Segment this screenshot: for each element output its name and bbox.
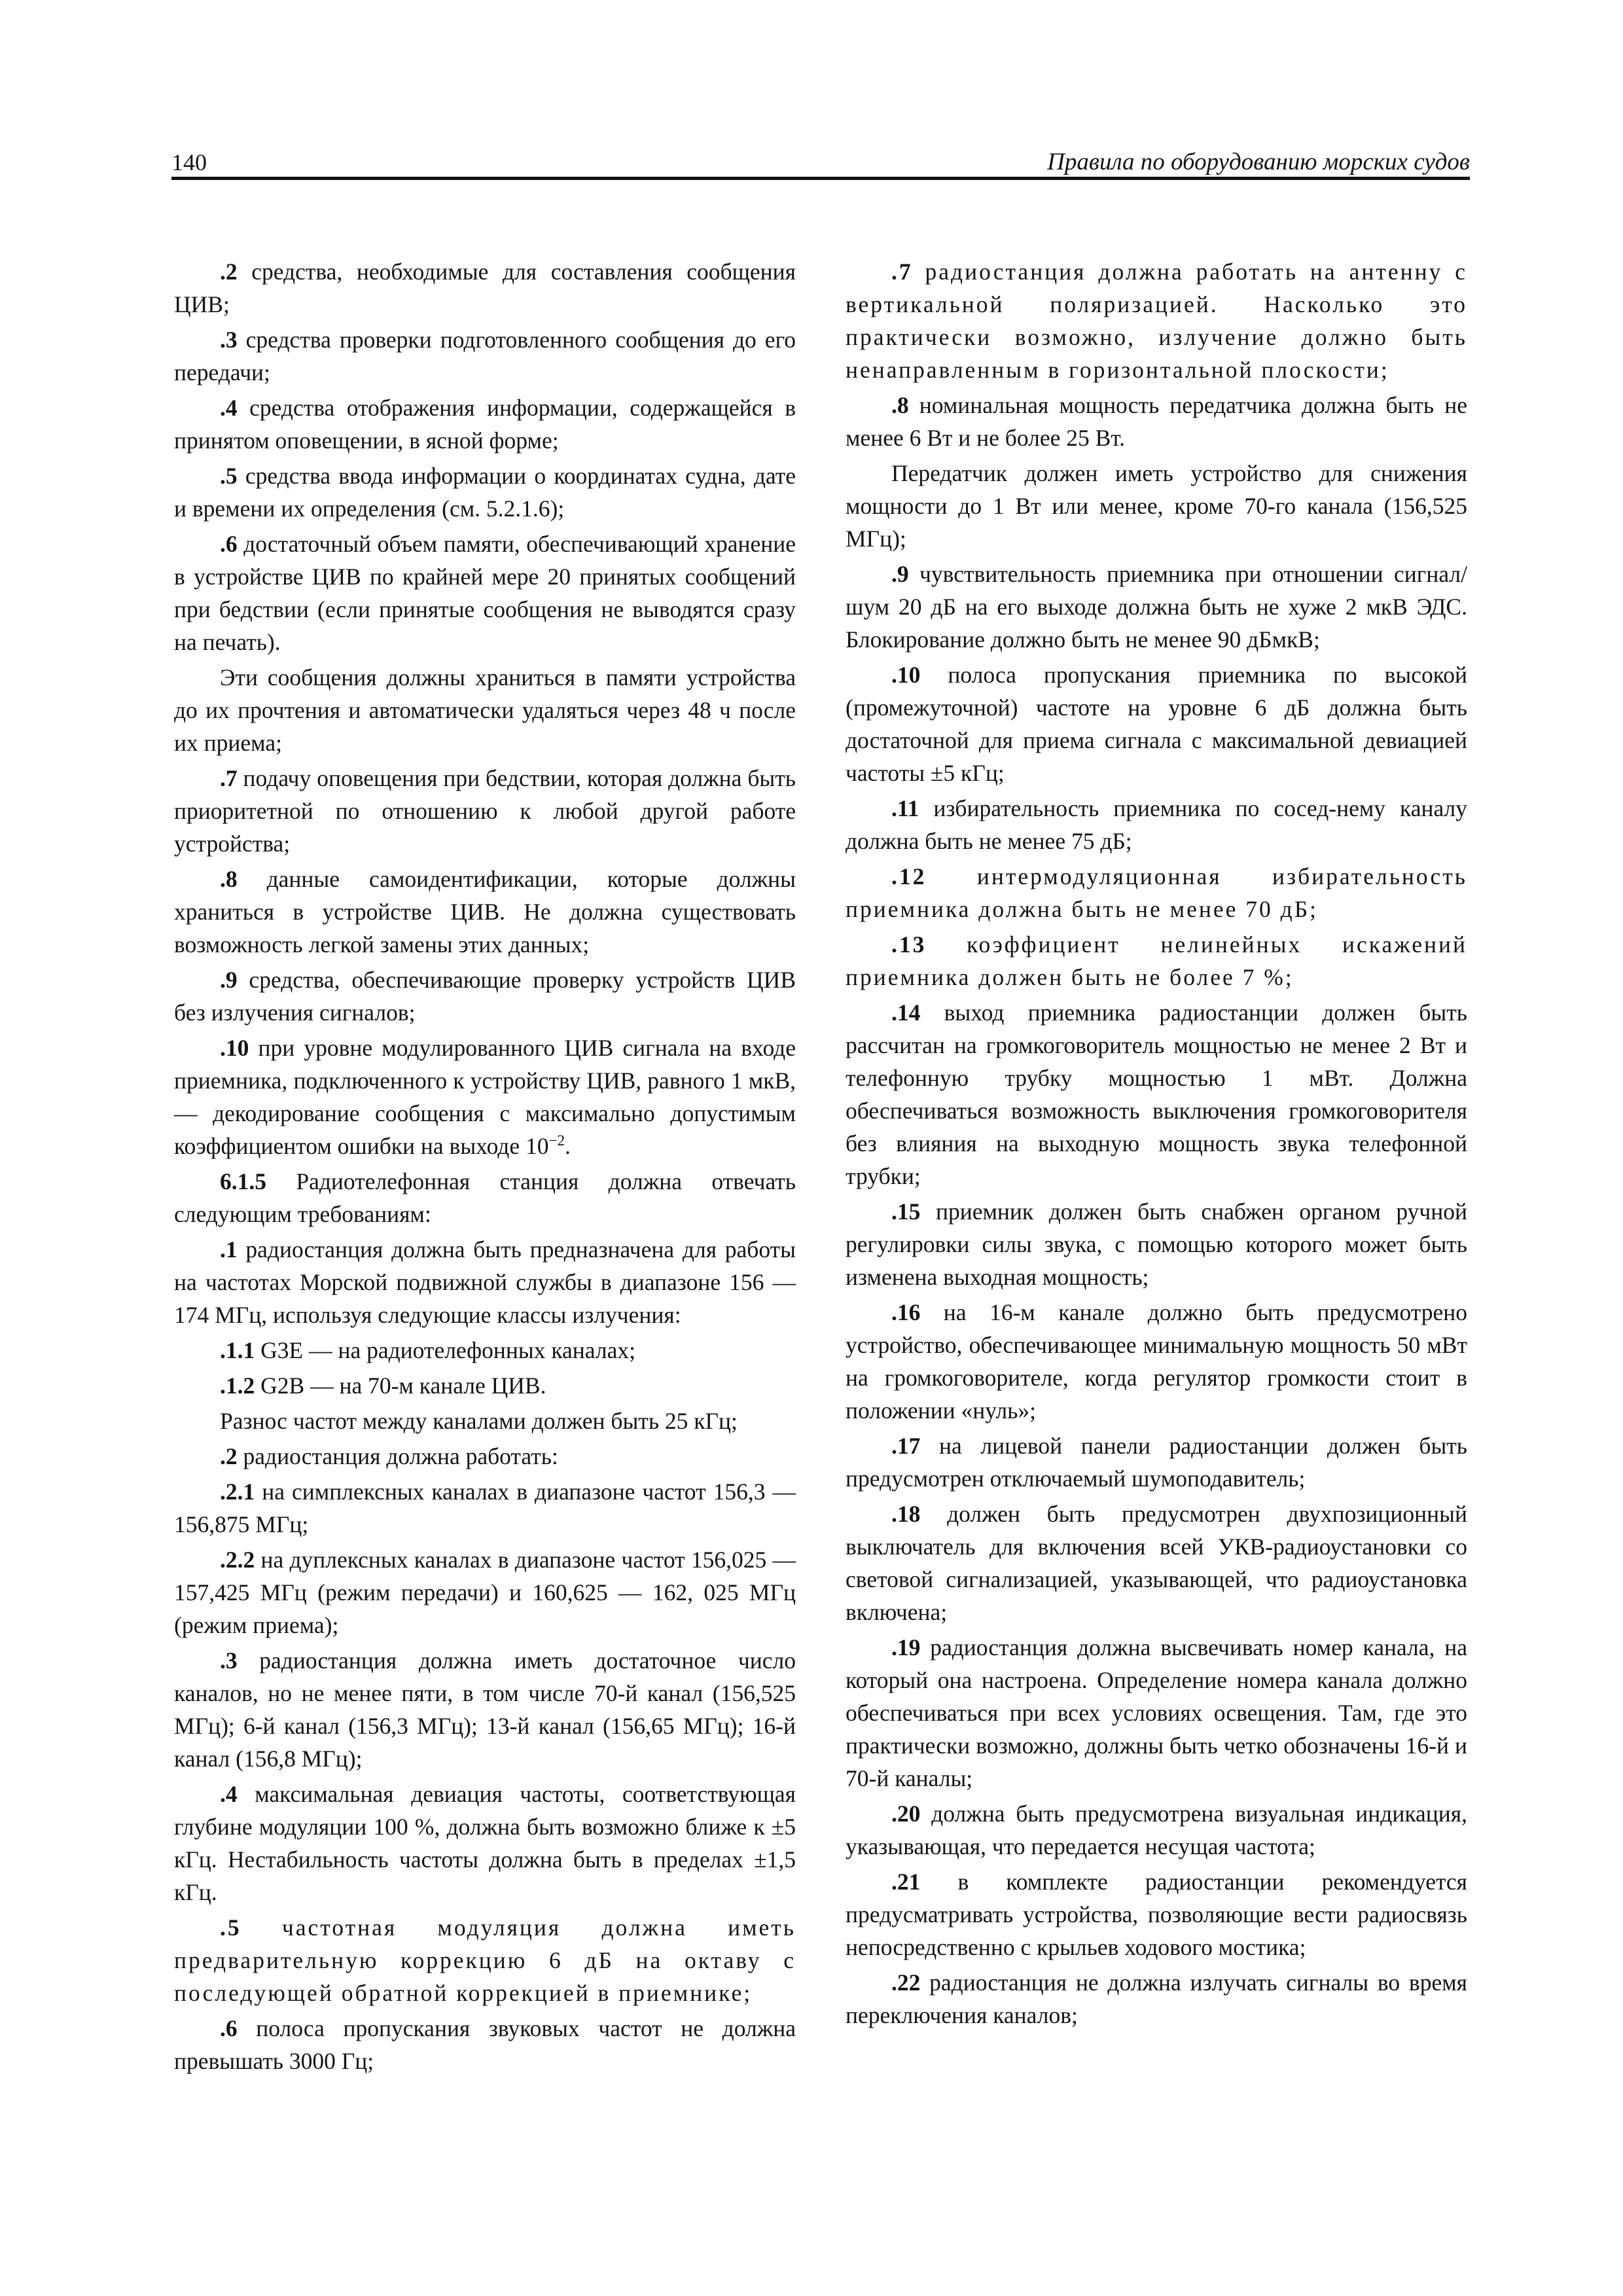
- running-title: Правила по оборудованию морских судов: [1047, 149, 1470, 175]
- item-number: .1.2: [220, 1372, 255, 1399]
- paragraph: [846, 1498, 1467, 1628]
- item-number: .22: [891, 1969, 921, 1996]
- paragraph: [846, 1195, 1467, 1293]
- page-header: [171, 145, 1470, 178]
- paragraph-text: средства, обеспечивающие проверку устройств ЦИВ без излучения сигналов;: [174, 967, 796, 1026]
- paragraph-text: радиостанция должна иметь достаточное число каналов, но не менее пяти, в том числе 70-й канал (156,525 МГц); 6-й канал (156,3 МГц); 13-й канал (156,65 МГц); 16-й канал (156,8 МГц);: [174, 1647, 796, 1772]
- paragraph-text: данные самоидентификации, которые должны храниться в устройстве ЦИВ. Не должна существовать возможность легкой замены этих данных;: [174, 866, 796, 958]
- item-number: .5: [220, 1914, 241, 1941]
- paragraph: [846, 1429, 1467, 1495]
- paragraph-text: максимальная девиация частоты, соответствующая глубине модуляции 100 %, должна быть возможно ближе к ±5 кГц. Нестабильность частоты должна быть в пределах ±1,5 кГц.: [174, 1781, 796, 1905]
- item-number: .16: [891, 1299, 921, 1325]
- item-number: .6: [220, 2015, 238, 2041]
- paragraph-text: подачу оповещения при бедствии, которая должна быть приоритетной по отношению к любой другой работе устройства;: [174, 765, 796, 857]
- exponent: −2: [548, 1132, 565, 1149]
- paragraph: [846, 389, 1467, 454]
- paragraph-text: радиостанция должна высвечивать номер канала, на который она настроена. Определение номера канала должно обеспечиваться при всех условиях освещения. Там, где это практически возможно, должны быть четко обозначены 16-й и 70-й каналы;: [846, 1634, 1467, 1791]
- item-number: .6: [220, 531, 238, 557]
- item-number: .5: [220, 463, 238, 489]
- paragraph: [174, 391, 796, 457]
- paragraph: [174, 255, 796, 321]
- paragraph: [174, 963, 796, 1029]
- paragraph: [174, 863, 796, 961]
- left-column: [174, 255, 796, 2080]
- item-number: .17: [891, 1433, 921, 1459]
- item-number: .20: [891, 1801, 921, 1827]
- item-number: .8: [891, 392, 909, 418]
- paragraph-text: G2B — на 70-м канале ЦИВ.: [255, 1372, 546, 1399]
- paragraph: [846, 255, 1467, 386]
- item-number: .19: [891, 1634, 921, 1660]
- paragraph-text: достаточный объем памяти, обеспечивающий хранение в устройстве ЦИВ по крайней мере 20 принятых сообщений при бедствии (если принятые сообщения не выводятся сразу на печать).: [174, 531, 796, 655]
- paragraph-text: на дуплексных каналах в диапазоне частот 156,025 — 157,425 МГц (режим передачи) и 160,625 — 162, 025 МГц (режим приема);: [174, 1547, 796, 1638]
- paragraph-text: средства, необходимые для составления сообщения ЦИВ;: [174, 259, 796, 317]
- item-number: .10: [891, 662, 921, 688]
- paragraph-end: .: [564, 1133, 571, 1159]
- paragraph-text: коэффициент нелинейных искажений приемника должен быть не более 7 %;: [846, 931, 1467, 990]
- paragraph: [846, 558, 1467, 656]
- paragraph-text: при уровне модулированного ЦИВ сигнала на входе приемника, подключенного к устройству ЦИВ, равного 1 мкВ, — декодирование сообщения с максимально допустимым коэффициентом ошибки на выходе 10: [174, 1035, 796, 1159]
- paragraph: [846, 1631, 1467, 1795]
- section-paragraph: [174, 1165, 796, 1230]
- paragraph: [174, 1911, 796, 2009]
- item-number: .15: [891, 1198, 921, 1225]
- paragraph-text: Радиотелефонная станция должна отвечать следующим требованиям:: [174, 1168, 796, 1227]
- paragraph: [846, 792, 1467, 857]
- item-number: .8: [220, 866, 238, 892]
- paragraph: [174, 2012, 796, 2077]
- item-number: .11: [891, 795, 919, 821]
- paragraph: [846, 860, 1467, 925]
- item-number: .2.1: [220, 1479, 255, 1505]
- item-number: .21: [891, 1869, 921, 1895]
- right-column: [846, 255, 1467, 2034]
- item-number: .1.1: [220, 1337, 255, 1363]
- section-number: 6.1.5: [220, 1168, 266, 1194]
- paragraph-text: чувствительность приемника при отношении сигнал/шум 20 дБ на его выходе должна быть не хуже 2 мкВ ЭДС. Блокирование должно быть не менее 90 дБмкВ;: [846, 561, 1467, 653]
- paragraph-text: номинальная мощность передатчика должна быть не менее 6 Вт и не более 25 Вт.: [846, 392, 1467, 451]
- paragraph-text: избирательность приемника по сосед-нему каналу должна быть не менее 75 дБ;: [846, 795, 1467, 854]
- paragraph-text: G3E — на радиотелефонных каналах;: [255, 1337, 635, 1363]
- paragraph-text: радиостанция должна быть предназначена для работы на частотах Морской подвижной службы в диапазоне 156 — 174 МГц, используя следующие классы излучения:: [174, 1236, 796, 1328]
- item-number: .1: [220, 1236, 238, 1263]
- paragraph: [174, 1543, 796, 1641]
- paragraph-text: выход приемника радиостанции должен быть рассчитан на громкоговоритель мощностью не менее 2 Вт и телефонную трубку мощностью 1 мВт. Должна обеспечиваться возможность выключения громкоговорителя без влияния на выходную мощность звука телефонной трубки;: [846, 999, 1467, 1189]
- item-number: .14: [891, 999, 921, 1026]
- paragraph-text: Передатчик должен иметь устройство для снижения мощности до 1 Вт или менее, кроме 70-го канала (156,525 МГц);: [846, 460, 1467, 552]
- paragraph-text: радиостанция не должна излучать сигналы во время переключения каналов;: [846, 1969, 1467, 2028]
- item-number: .4: [220, 395, 238, 421]
- item-number: .3: [220, 327, 238, 353]
- item-number: .9: [891, 561, 909, 587]
- header-rule: [171, 177, 1470, 180]
- paragraph: [174, 1440, 796, 1473]
- paragraph-text: на лицевой панели радиостанции должен быть предусмотрен отключаемый шумоподавитель;: [846, 1433, 1467, 1492]
- paragraph: [174, 1233, 796, 1331]
- paragraph: [174, 1475, 796, 1541]
- page-number: 140: [171, 149, 207, 175]
- paragraph: [846, 1865, 1467, 1964]
- paragraph-text: полоса пропускания звуковых частот не должна превышать 3000 Гц;: [174, 2015, 796, 2074]
- paragraph: [174, 323, 796, 389]
- item-number: .12: [891, 863, 927, 889]
- item-number: .7: [220, 765, 238, 791]
- paragraph-text: Эти сообщения должны храниться в памяти устройства до их прочтения и автоматически удаляться через 48 ч после их приема;: [174, 664, 796, 756]
- paragraph-text: радиостанция должна работать на антенну с вертикальной поляризацией. Насколько это практически возможно, излучение должно быть ненаправленным в горизонтальной плоскости;: [846, 259, 1467, 383]
- paragraph-text: радиостанция должна работать:: [237, 1443, 558, 1469]
- paragraph: [174, 1405, 796, 1437]
- paragraph-text: на 16-м канале должно быть предусмотрено устройство, обеспечивающее минимальную мощность 50 мВт на громкоговорителе, когда регулятор громкости стоит в положении «нуль»;: [846, 1299, 1467, 1424]
- paragraph-text: средства ввода информации о координатах судна, дате и времени их определения (см. 5.2.1.6);: [174, 463, 796, 522]
- paragraph: [846, 658, 1467, 789]
- paragraph-text: полоса пропускания приемника по высокой (промежуточной) частоте на уровне 6 дБ должна быть достаточной для приема сигнала с максимальной девиацией частоты ±5 кГц;: [846, 662, 1467, 786]
- paragraph: [174, 1778, 796, 1909]
- paragraph-text: на симплексных каналах в диапазоне частот 156,3 — 156,875 МГц;: [174, 1479, 796, 1537]
- item-number: .7: [891, 259, 913, 285]
- paragraph: [846, 996, 1467, 1193]
- item-number: .4: [220, 1781, 238, 1807]
- item-number: .3: [220, 1647, 238, 1674]
- paragraph: [846, 1296, 1467, 1427]
- paragraph-text: средства проверки подготовленного сообщения до его передачи;: [174, 327, 796, 386]
- paragraph: [846, 928, 1467, 994]
- paragraph-text: средства отображения информации, содержащейся в принятом оповещении, в ясной форме;: [174, 395, 796, 454]
- paragraph: [174, 1334, 796, 1367]
- paragraph: [174, 528, 796, 658]
- paragraph-text: частотная модуляция должна иметь предварительную коррекцию 6 дБ на октаву с последующей обратной коррекцией в приемнике;: [174, 1914, 796, 2006]
- paragraph-text: Разнос частот между каналами должен быть 25 кГц;: [220, 1408, 738, 1434]
- paragraph: [174, 1644, 796, 1775]
- item-number: .13: [891, 931, 927, 958]
- item-number: .18: [891, 1501, 921, 1527]
- item-number: .9: [220, 967, 238, 993]
- paragraph: [174, 1369, 796, 1402]
- paragraph-text: интермодуляционная избирательность приемника должна быть не менее 70 дБ;: [846, 863, 1467, 922]
- paragraph: [846, 1966, 1467, 2032]
- paragraph-text: должен быть предусмотрен двухпозиционный выключатель для включения всей УКВ-радиоустановки со световой сигнализацией, указывающей, что радиоустановка включена;: [846, 1501, 1467, 1625]
- paragraph: [846, 457, 1467, 555]
- paragraph-text: должна быть предусмотрена визуальная индикация, указывающая, что передается несущая частота;: [846, 1801, 1467, 1859]
- item-number: .2.2: [220, 1547, 255, 1573]
- paragraph: [846, 1797, 1467, 1863]
- paragraph: [174, 459, 796, 525]
- item-number: .10: [220, 1035, 249, 1061]
- paragraph-text: приемник должен быть снабжен органом ручной регулировки силы звука, с помощью которого может быть изменена выходная мощность;: [846, 1198, 1467, 1290]
- paragraph: [174, 661, 796, 759]
- item-number: .2: [220, 1443, 238, 1469]
- paragraph: [174, 1031, 796, 1162]
- item-number: .2: [220, 259, 238, 285]
- paragraph-text: в комплекте радиостанции рекомендуется предусматривать устройства, позволяющие вести радиосвязь непосредственно с крыльев ходового мостика;: [846, 1869, 1467, 1960]
- paragraph: [174, 762, 796, 860]
